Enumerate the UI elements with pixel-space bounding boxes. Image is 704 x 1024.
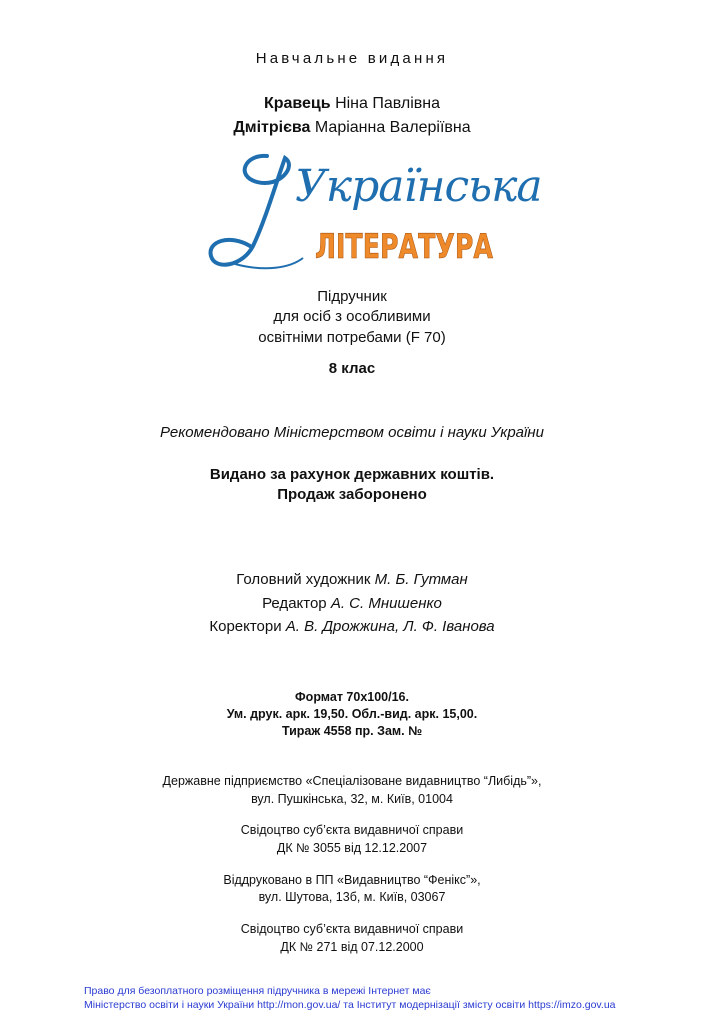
printer-certificate-number: ДК № 271 від 07.12.2000 <box>280 940 424 954</box>
subtitle-line-3: освітніми потребами (F 70) <box>258 329 446 346</box>
grade-label: 8 клас <box>328 360 376 377</box>
footer-line-2: Міністерство освіти і науки України http://mon.gov.ua/ та Інститут модернізації змісту освіти https://imzo.gov.ua <box>84 998 616 1011</box>
printer-name: Віддруковано в ПП «Видавництво “Фенікс”», <box>223 873 481 887</box>
subtitle-line-2: для осіб з особливими <box>273 308 431 325</box>
printer-address: вул. Шутова, 13б, м. Київ, 03067 <box>258 890 446 904</box>
funding-notice-2: Продаж заборонено <box>277 486 427 503</box>
book-title-logo <box>205 146 542 276</box>
author-2-surname: Дмітрієва <box>233 119 311 136</box>
credit-art-director <box>0 571 704 588</box>
author-1-given: Ніна Павлівна <box>335 95 441 112</box>
logo-script-word: Українська <box>295 161 542 212</box>
author-1-surname: Кравець <box>263 95 331 112</box>
distribution-rights-footer <box>84 985 616 1012</box>
format-line: Формат 70x100/16. <box>295 690 409 704</box>
subtitle-line-1: Підручник <box>317 288 387 305</box>
author-1 <box>0 95 704 113</box>
credit-proofreaders <box>0 618 704 635</box>
ministry-recommendation: Рекомендовано Міністерством освіти і науки України <box>160 424 544 441</box>
credit-editor <box>0 595 704 612</box>
credit-person: А. В. Дрожжина, Л. Ф. Іванова <box>285 618 495 635</box>
author-2-given: Маріанна Валеріївна <box>314 119 471 136</box>
logo-swash <box>211 156 289 265</box>
publisher-name: Державне підприємство «Спеціалізоване видавництво “Либідь”», <box>162 774 542 788</box>
author-2 <box>0 119 704 137</box>
printer-certificate-title: Свідоцтво суб’єкта видавничої справи <box>240 922 464 936</box>
publisher-address: вул. Пушкінська, 32, м. Київ, 01004 <box>251 792 453 806</box>
print-run-line: Тираж 4558 пр. Зам. № <box>281 724 423 738</box>
credit-person: А. С. Мнишенко <box>330 595 442 612</box>
credit-role: Коректори <box>209 618 286 635</box>
credit-role: Головний художник <box>236 571 375 588</box>
sheets-line: Ум. друк. арк. 19,50. Обл.-вид. арк. 15,00. <box>226 707 478 721</box>
credit-person: М. Б. Гутман <box>374 571 468 588</box>
footer-line-1: Право для безоплатного розміщення підручника в мережі Інтернет має <box>84 985 431 997</box>
edition-type: Навчальне видання <box>255 50 449 67</box>
logo-block-word: ЛІТЕРАТУРА <box>315 227 494 267</box>
logo-underline-swash <box>235 258 303 268</box>
publisher-certificate-title: Свідоцтво суб’єкта видавничої справи <box>240 823 464 837</box>
publisher-certificate-number: ДК № 3055 від 12.12.2007 <box>276 841 428 855</box>
funding-notice-1: Видано за рахунок державних коштів. <box>209 466 495 483</box>
credit-role: Редактор <box>262 595 331 612</box>
